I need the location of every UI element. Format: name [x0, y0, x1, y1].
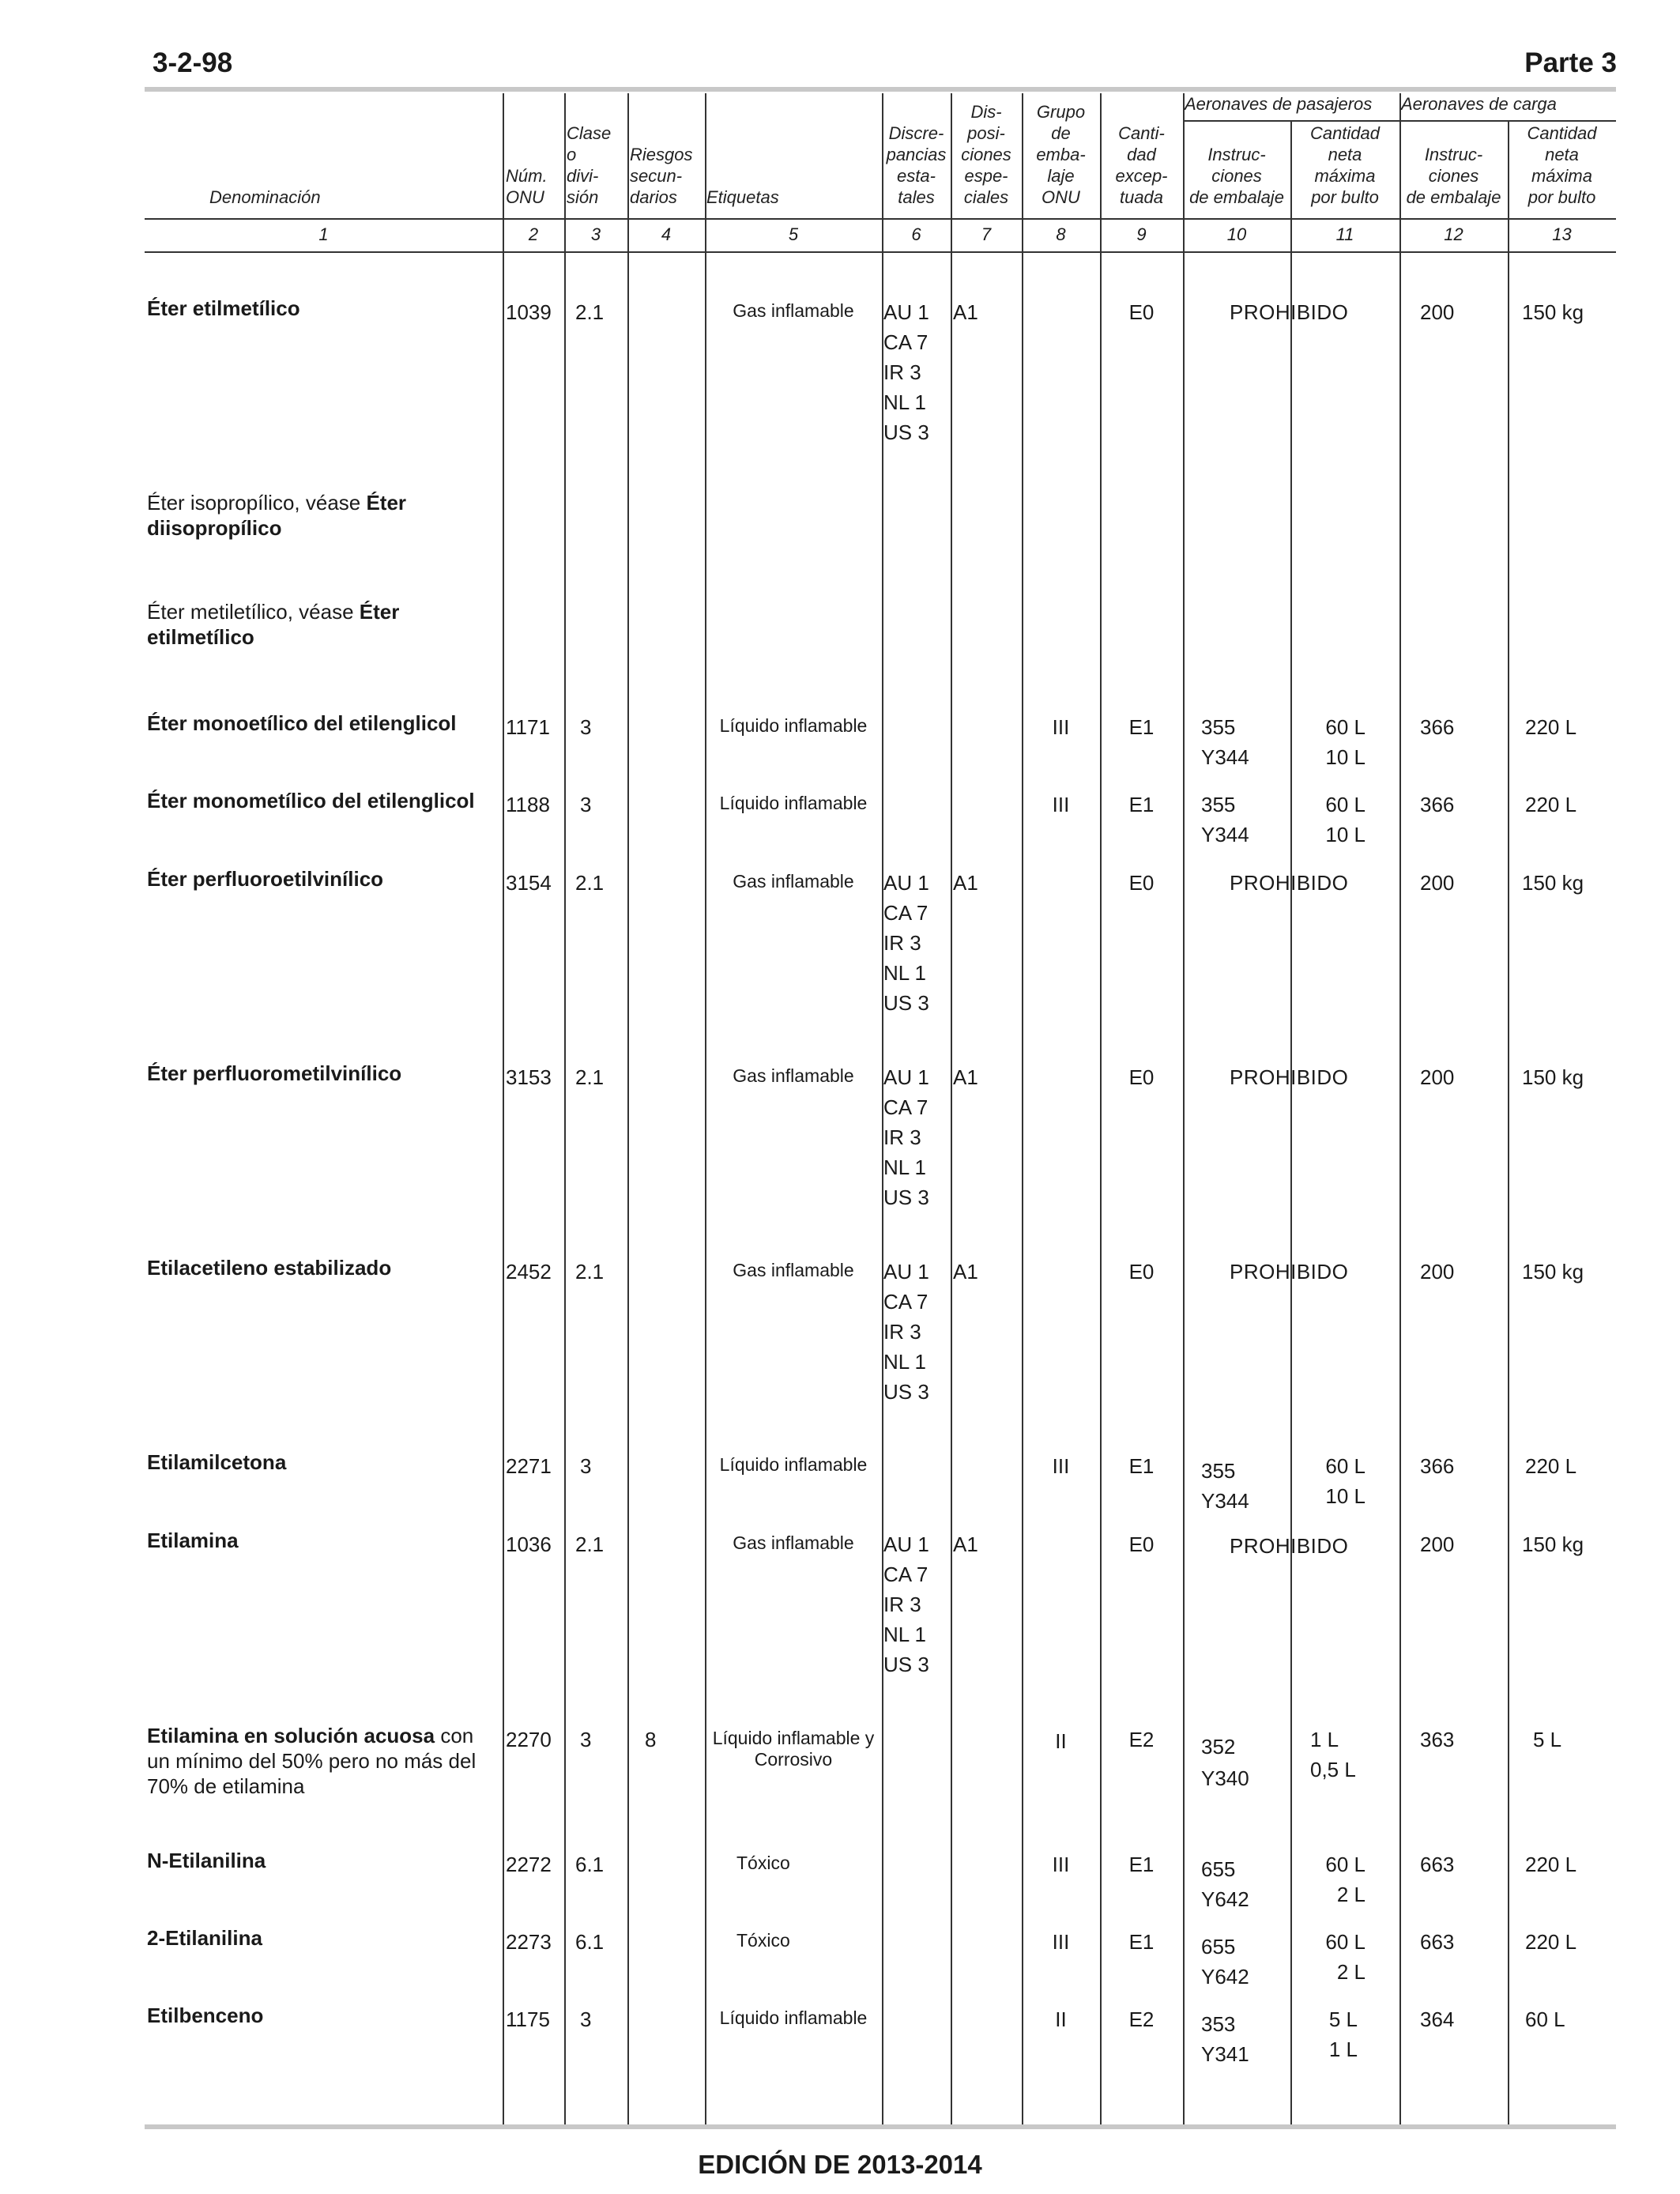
row-grupo: III	[1052, 793, 1070, 816]
row-clase: 2.1	[575, 1532, 605, 1556]
row-onu: 2270	[506, 1728, 552, 1751]
header-p-cantidad: Cantidad neta máxima por bulto	[1309, 123, 1381, 207]
row-cantidad-exceptuada: E1	[1128, 1853, 1155, 1876]
row-clase: 3	[580, 715, 592, 739]
row-clase: 2.1	[575, 1260, 605, 1284]
row-discrepancias: AU 1 CA 7 IR 3 NL 1 US 3	[883, 1065, 929, 1209]
row-name: Etilamina	[147, 1529, 239, 1552]
row-onu: 3154	[506, 871, 552, 895]
row-discrepancias: AU 1 CA 7 IR 3 NL 1 US 3	[883, 1260, 929, 1404]
row-c-cantidad: 150 kg	[1522, 1260, 1584, 1284]
header-denominacion: Denominación	[209, 187, 321, 207]
row-name: Éter etilmetílico	[147, 296, 300, 320]
row-etiquetas: Líquido inflamable	[719, 793, 868, 813]
row-c-instrucciones: 663	[1420, 1930, 1455, 1954]
header-num-onu: Núm. ONU	[506, 166, 548, 207]
row-c-cantidad: 220 L	[1525, 1930, 1577, 1954]
row-c-cantidad: 220 L	[1525, 1454, 1577, 1478]
row-disposiciones: A1	[953, 300, 978, 324]
row-onu: 2272	[506, 1853, 552, 1876]
row-clase: 3	[580, 2007, 592, 2031]
row-p-cantidad: 60 L 10 L	[1325, 1454, 1365, 1508]
row-name: Éter monoetílico del etilenglicol	[147, 711, 457, 735]
header-group-cargo: Aeronaves de carga	[1401, 94, 1557, 114]
row-c-instrucciones: 200	[1420, 300, 1455, 324]
header-grupo-embalaje: Grupo de emba- laje ONU	[1036, 102, 1086, 207]
row-clase: 2.1	[575, 300, 605, 324]
row-etiquetas: Gas inflamable	[733, 1532, 854, 1553]
row-c-instrucciones: 200	[1420, 871, 1455, 895]
row-disposiciones: A1	[953, 1532, 978, 1556]
row-name: Etilbenceno	[147, 2004, 264, 2027]
row-c-instrucciones: 363	[1420, 1728, 1455, 1751]
row-onu: 2452	[506, 1260, 552, 1284]
row-p-cantidad: 5 L 1 L	[1328, 2007, 1358, 2061]
header-group-passenger: Aeronaves de pasajeros	[1185, 94, 1373, 114]
row-etiquetas: Tóxico	[736, 1853, 790, 1873]
row-p-instrucciones: 655 Y642	[1201, 1857, 1249, 1911]
row-prohibido: PROHIBIDO	[1230, 1534, 1349, 1558]
row-c-instrucciones: 200	[1420, 1260, 1455, 1284]
row-cantidad-exceptuada: E1	[1128, 793, 1155, 816]
row-discrepancias: AU 1 CA 7 IR 3 NL 1 US 3	[883, 1532, 929, 1676]
row-disposiciones: A1	[953, 1260, 978, 1284]
row-etiquetas: Líquido inflamable	[719, 715, 868, 736]
row-p-cantidad: 60 L 2 L	[1325, 1930, 1365, 1984]
row-c-instrucciones: 366	[1420, 715, 1455, 739]
row-p-cantidad: 1 L 0,5 L	[1310, 1728, 1356, 1781]
row-riesgos: 8	[645, 1728, 657, 1751]
row-p-instrucciones: 355 Y344	[1201, 793, 1249, 846]
row-p-cantidad: 60 L 10 L	[1325, 715, 1365, 769]
row-grupo: III	[1052, 715, 1070, 739]
row-clase: 6.1	[575, 1930, 605, 1954]
row-cantidad-exceptuada: E2	[1128, 1728, 1155, 1751]
row-etiquetas: Líquido inflamable y Corrosivo	[712, 1728, 875, 1770]
header-discrepancias: Discre- pancias esta- tales	[886, 123, 947, 207]
part-label: Parte 3	[1524, 47, 1617, 78]
header-c-cantidad: Cantidad neta máxima por bulto	[1527, 123, 1597, 207]
row-c-cantidad: 220 L	[1525, 793, 1577, 816]
row-name: Etilamilcetona	[147, 1450, 287, 1474]
row-p-cantidad: 60 L 10 L	[1325, 793, 1365, 846]
row-clase: 3	[580, 1454, 592, 1478]
row-onu: 1175	[506, 2007, 550, 2031]
header-etiquetas: Etiquetas	[706, 187, 779, 207]
row-onu: 2271	[506, 1454, 552, 1478]
row-name: Etilacetileno estabilizado	[147, 1256, 392, 1280]
row-c-cantidad: 150 kg	[1522, 871, 1584, 895]
row-cantidad-exceptuada: E1	[1128, 1454, 1155, 1478]
row-name: Éter perfluoroetilvinílico	[147, 867, 384, 891]
row-clase: 2.1	[575, 1065, 605, 1089]
row-onu: 1188	[506, 793, 550, 816]
row-cantidad-exceptuada: E0	[1128, 1260, 1155, 1284]
row-clase: 3	[580, 1728, 592, 1751]
row-cantidad-exceptuada: E2	[1128, 2007, 1155, 2031]
row-name: Éter perfluorometilvinílico	[147, 1061, 402, 1085]
row-etiquetas: Gas inflamable	[733, 300, 854, 321]
row-etiquetas: Líquido inflamable	[719, 1454, 868, 1475]
row-c-cantidad: 150 kg	[1522, 300, 1584, 324]
row-cantidad-exceptuada: E0	[1128, 1532, 1155, 1556]
row-c-cantidad: 5 L	[1533, 1728, 1562, 1751]
row-clase: 3	[580, 793, 592, 816]
row-grupo: III	[1052, 1930, 1070, 1954]
row-onu: 1171	[506, 715, 550, 739]
row-c-cantidad: 220 L	[1525, 1853, 1577, 1876]
bottom-rule	[145, 2124, 1616, 2129]
header-disposiciones: Dis- posi- ciones espe- ciales	[961, 102, 1011, 207]
header-riesgos: Riesgos secun- darios	[630, 145, 693, 207]
row-onu: 2273	[506, 1930, 552, 1954]
header-c-instrucciones: Instruc- ciones de embalaje	[1406, 145, 1501, 207]
row-disposiciones: A1	[953, 1065, 978, 1089]
row-p-instrucciones: 355 Y344	[1201, 715, 1249, 769]
row-c-cantidad: 150 kg	[1522, 1065, 1584, 1089]
row-name: N-Etilanilina	[147, 1849, 266, 1872]
row-c-instrucciones: 366	[1420, 1454, 1455, 1478]
row-clase: 6.1	[575, 1853, 605, 1876]
row-cantidad-exceptuada: E0	[1128, 300, 1155, 324]
row-c-instrucciones: 200	[1420, 1532, 1455, 1556]
row-prohibido: PROHIBIDO	[1230, 1260, 1349, 1284]
row-onu: 3153	[506, 1065, 552, 1089]
row-disposiciones: A1	[953, 871, 978, 895]
header-clase: Clase o divi- sión	[567, 123, 612, 207]
row-p-instrucciones: 355 Y344	[1201, 1459, 1249, 1513]
row-grupo: II	[1055, 2007, 1067, 2031]
row-name: Éter metiletílico, véase Éter etilmetílico	[147, 600, 400, 649]
row-c-instrucciones: 364	[1420, 2007, 1455, 2031]
top-rule	[145, 87, 1616, 92]
row-grupo: III	[1052, 1853, 1070, 1876]
row-discrepancias: AU 1 CA 7 IR 3 NL 1 US 3	[883, 871, 929, 1015]
row-prohibido: PROHIBIDO	[1230, 871, 1349, 895]
row-c-cantidad: 220 L	[1525, 715, 1577, 739]
row-prohibido: PROHIBIDO	[1230, 300, 1349, 324]
row-cantidad-exceptuada: E1	[1128, 715, 1155, 739]
header-p-instrucciones: Instruc- ciones de embalaje	[1189, 145, 1284, 207]
row-discrepancias: AU 1 CA 7 IR 3 NL 1 US 3	[883, 300, 929, 444]
row-etiquetas: Gas inflamable	[733, 1260, 854, 1280]
header-cantidad-exceptuada: Canti- dad excep- tuada	[1115, 123, 1168, 207]
row-c-instrucciones: 366	[1420, 793, 1455, 816]
row-etiquetas: Tóxico	[736, 1930, 790, 1951]
row-grupo: III	[1052, 1454, 1070, 1478]
row-onu: 1036	[506, 1532, 552, 1556]
row-grupo: II	[1055, 1729, 1067, 1753]
row-etiquetas: Gas inflamable	[733, 1065, 854, 1086]
row-p-instrucciones: 353 Y341	[1201, 2012, 1249, 2066]
row-p-instrucciones: 655 Y642	[1201, 1935, 1249, 1989]
row-prohibido: PROHIBIDO	[1230, 1065, 1349, 1089]
edition-footer: EDICIÓN DE 2013-2014	[698, 2150, 982, 2179]
row-clase: 2.1	[575, 871, 605, 895]
row-c-cantidad: 60 L	[1525, 2007, 1565, 2031]
page-number: 3-2-98	[153, 47, 233, 78]
row-c-instrucciones: 200	[1420, 1065, 1455, 1089]
row-p-cantidad: 60 L 2 L	[1325, 1853, 1365, 1906]
row-cantidad-exceptuada: E1	[1128, 1930, 1155, 1954]
row-name: Éter isopropílico, véase Éter diisopropílico	[147, 491, 407, 540]
row-onu: 1039	[506, 300, 552, 324]
row-name: Etilamina en solución acuosa con un mínimo del 50% pero no más del 70% de etilamina	[147, 1724, 477, 1798]
row-etiquetas: Líquido inflamable	[719, 2007, 868, 2028]
row-cantidad-exceptuada: E0	[1128, 1065, 1155, 1089]
row-etiquetas: Gas inflamable	[733, 871, 854, 892]
row-c-instrucciones: 663	[1420, 1853, 1455, 1876]
row-name: Éter monometílico del etilenglicol	[147, 789, 475, 812]
row-name: 2-Etilanilina	[147, 1926, 262, 1950]
row-p-instrucciones: 352 Y340	[1201, 1735, 1249, 1790]
row-cantidad-exceptuada: E0	[1128, 871, 1155, 895]
row-c-cantidad: 150 kg	[1522, 1532, 1584, 1556]
